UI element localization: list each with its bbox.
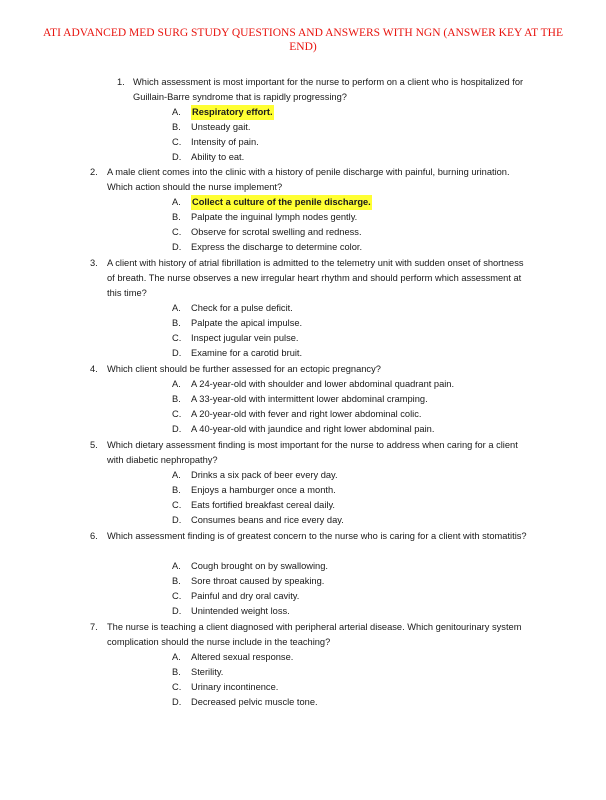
option-text: Examine for a carotid bruit. [191,348,303,358]
question-number: 3. [90,258,98,268]
option-letter: C. [172,682,182,692]
option-text: A 40-year-old with jaundice and right lower abdominal pain. [191,424,435,434]
option-letter: D. [172,152,182,162]
option-text: A 33-year-old with intermittent lower abdominal cramping. [191,394,428,404]
question-stem: A male client comes into the clinic with a history of penile discharge with painful, burning urination. Which action should the nurse implement? [107,167,510,192]
option-letter: C. [172,333,182,343]
question-number: 5. [90,440,98,450]
option-letter: C. [172,409,182,419]
option-letter: A. [172,379,181,389]
option-text: Intensity of pain. [191,137,259,147]
option-letter: B. [172,485,181,495]
option-letter: D. [172,424,182,434]
option-text: Ability to eat. [191,152,245,162]
option-text: Palpate the apical impulse. [191,318,303,328]
option-text: Consumes beans and rice every day. [191,515,344,525]
option-letter: D. [172,348,182,358]
option-text: Altered sexual response. [191,652,294,662]
option-letter: B. [172,212,181,222]
question-stem: A client with history of atrial fibrillation is admitted to the telemetry unit with sudden onset of shortness of breath. The nurse observes a new irregular heart rhythm and should perform which assessment at this time? [107,258,524,298]
option-letter: A. [172,197,181,207]
option-letter: D. [172,697,182,707]
question-stem: Which client should be further assessed for an ectopic pregnancy? [107,364,381,374]
question-stem: Which dietary assessment finding is most important for the nurse to address when caring for a client with diabetic nephropathy? [107,440,518,465]
question-number: 4. [90,364,98,374]
option-text: Express the discharge to determine color. [191,242,363,252]
question-stem: The nurse is teaching a client diagnosed with peripheral arterial disease. Which genitourinary system complication should the nurse include in the teaching? [107,622,522,647]
option-text: Drinks a six pack of beer every day. [191,470,338,480]
option-text: Urinary incontinence. [191,682,279,692]
option-letter: C. [172,500,182,510]
option-text: Eats fortified breakfast cereal daily. [191,500,335,510]
question-stem: Which assessment is most important for the nurse to perform on a client who is hospitalized for Guillain-Barre syndrome that is rapidly progressing? [133,77,524,102]
option-letter: A. [172,652,181,662]
option-letter: C. [172,591,182,601]
option-letter: A. [172,107,181,117]
option-letter: C. [172,227,182,237]
option-text: Sore throat caused by speaking. [191,576,325,586]
option-letter: D. [172,606,182,616]
option-letter: A. [172,470,181,480]
question-number: 1. [117,77,125,87]
question-stem: Which assessment finding is of greatest concern to the nurse who is caring for a client with stomatitis? [107,531,527,541]
question-number: 6. [90,531,98,541]
option-text: Palpate the inguinal lymph nodes gently. [191,212,358,222]
option-letter: A. [172,303,181,313]
option-text: Painful and dry oral cavity. [191,591,300,601]
option-text: Unintended weight loss. [191,606,290,616]
option-letter: B. [172,394,181,404]
option-text: Observe for scrotal swelling and redness. [191,227,362,237]
option-text: A 24-year-old with shoulder and lower abdominal quadrant pain. [191,379,455,389]
question-number: 7. [90,622,98,632]
option-text: Check for a pulse deficit. [191,303,293,313]
option-text-highlighted: Collect a culture of the penile discharge. [191,195,372,210]
option-text: Decreased pelvic muscle tone. [191,697,318,707]
option-text: A 20-year-old with fever and right lower abdominal colic. [191,409,422,419]
option-text: Cough brought on by swallowing. [191,561,328,571]
option-text: Unsteady gait. [191,122,251,132]
option-letter: A. [172,561,181,571]
option-letter: B. [172,576,181,586]
option-text: Sterility. [191,667,224,677]
option-text-highlighted: Respiratory effort. [191,105,274,120]
option-letter: B. [172,667,181,677]
option-text: Enjoys a hamburger once a month. [191,485,336,495]
question-number: 2. [90,167,98,177]
option-text: Inspect jugular vein pulse. [191,333,299,343]
option-letter: D. [172,242,182,252]
option-letter: D. [172,515,182,525]
option-letter: B. [172,318,181,328]
document-title: ATI ADVANCED MED SURG STUDY QUESTIONS AND ANSWERS WITH NGN (ANSWER KEY AT THE END) [43,27,563,53]
option-letter: B. [172,122,181,132]
option-letter: C. [172,137,182,147]
